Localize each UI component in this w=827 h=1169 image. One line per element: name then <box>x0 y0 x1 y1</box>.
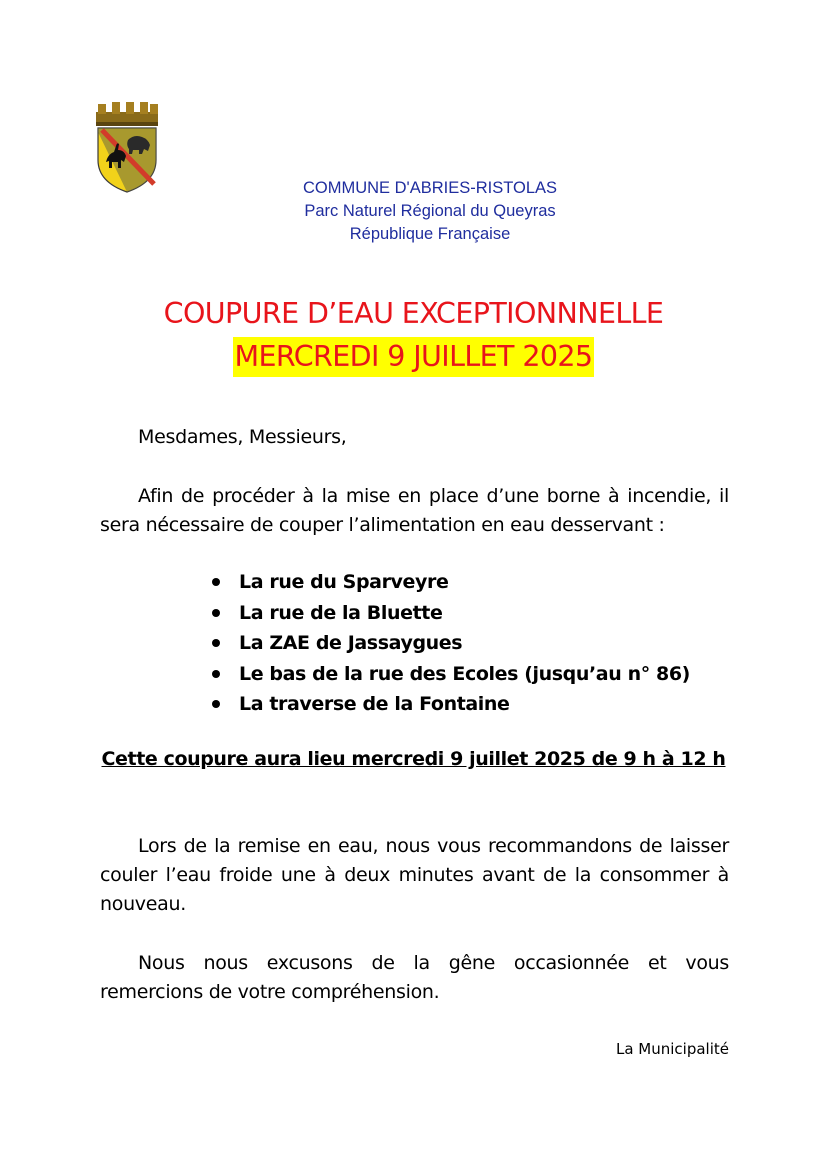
street-name: Le bas de la rue des Ecoles (jusqu’au n° 86) <box>239 662 690 685</box>
commune-name: COMMUNE D'ABRIES-RISTOLAS <box>302 179 558 197</box>
bullet-icon <box>212 670 220 678</box>
outage-schedule-notice: Cette coupure aura lieu mercredi 9 juillet 2025 de 9 h à 12 h <box>101 748 726 770</box>
list-item <box>206 598 690 629</box>
apology-paragraph: Nous nous excusons de la gêne occasionnée et vous remercions de votre compréhension. <box>100 952 729 1003</box>
republic-name: République Française <box>349 225 511 243</box>
water-restoration-paragraph: Lors de la remise en eau, nous vous recommandons de laisser couler l’eau froide une à deux minutes avant de la consommer à nouveau. <box>100 835 729 915</box>
list-item <box>206 689 690 720</box>
street-name: La ZAE de Jassaygues <box>239 632 463 654</box>
street-name: La rue de la Bluette <box>239 601 443 624</box>
bullet-icon <box>212 609 220 617</box>
list-item <box>206 659 690 690</box>
list-item <box>206 567 690 598</box>
notice-date-wrapper <box>0 337 827 377</box>
bullet-icon <box>212 578 220 586</box>
bullet-icon <box>212 639 220 647</box>
affected-streets-list <box>206 567 690 720</box>
street-name: La traverse de la Fontaine <box>239 693 510 715</box>
intro-paragraph: Afin de procéder à la mise en place d’une borne à incendie, il sera nécessaire de couper l’alimentation en eau desservant : <box>100 485 729 536</box>
notice-title: COUPURE D’EAU EXCEPTIONNNELLE <box>163 297 664 330</box>
coat-of-arms-logo <box>92 102 162 194</box>
greeting: Mesdames, Messieurs, <box>138 426 347 448</box>
street-name: La rue du Sparveyre <box>239 571 449 593</box>
park-name: Parc Naturel Régional du Queyras <box>304 202 556 220</box>
notice-date-highlighted: MERCREDI 9 JUILLET 2025 <box>233 337 595 377</box>
bullet-icon <box>212 700 220 708</box>
signature: La Municipalité <box>615 1040 729 1058</box>
list-item <box>206 628 690 659</box>
